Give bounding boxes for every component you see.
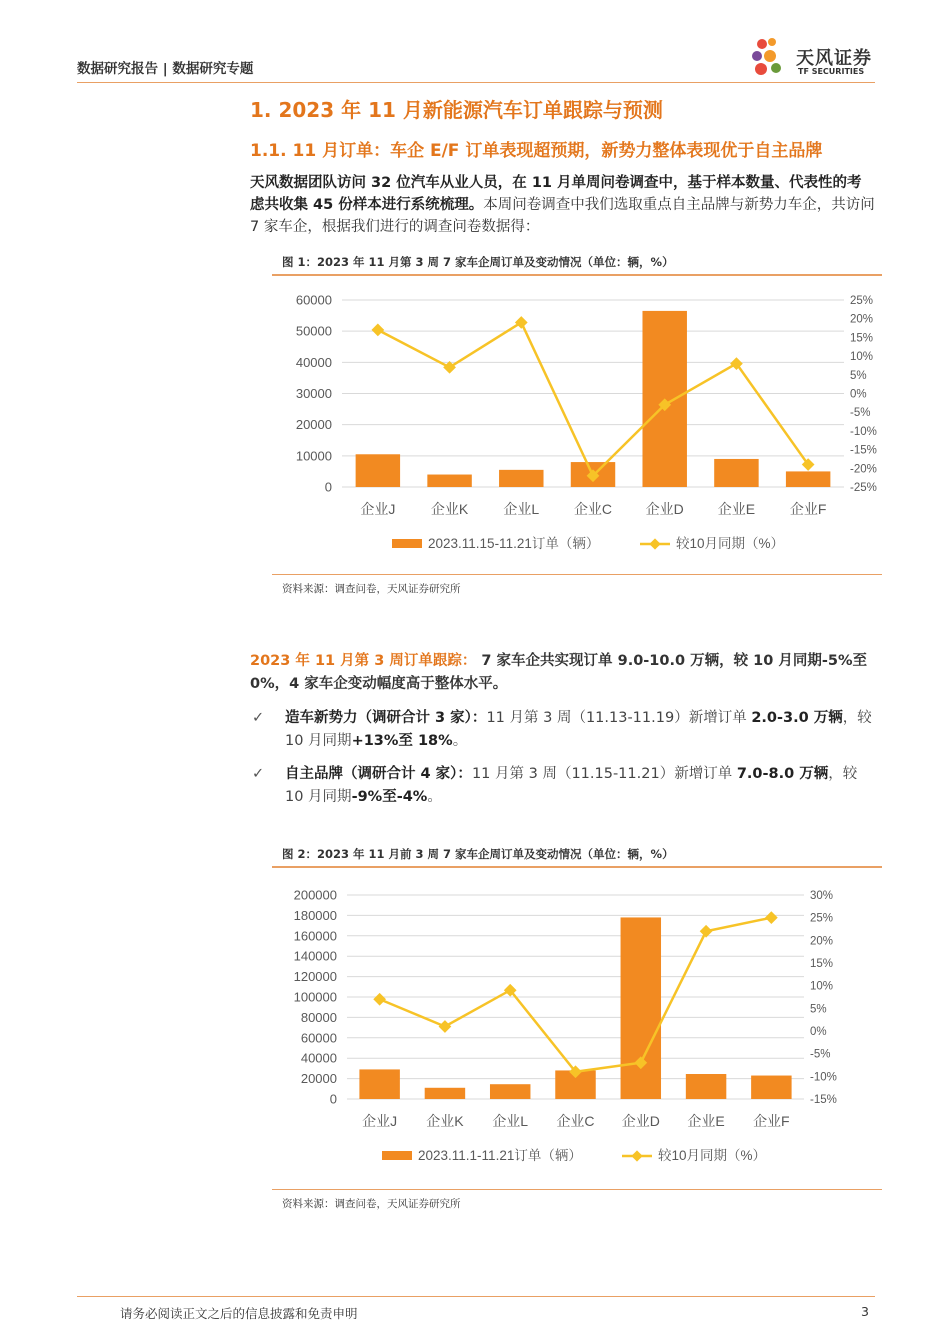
left-axis-tick-label: 0 [324,479,332,495]
bullet-text: 11 月第 3 周（11.15-11.21）新增订单 [471,766,737,782]
right-axis-tick-label: 20% [850,313,874,326]
right-axis-tick-label: -10% [810,1071,837,1084]
left-axis-tick-label: 30000 [295,386,332,401]
bullet-label: 自主品牌（调研合计 4 家）： [285,766,472,782]
yoy-point [765,911,778,924]
right-axis-tick-label: -10% [850,425,877,438]
bullet-label: 造车新势力（调研合计 3 家）： [285,710,487,726]
bar [499,470,543,487]
figure1-top-rule [272,274,882,276]
footer-disclaimer: 请务必阅读正文之后的信息披露和免责申明 [120,1306,358,1321]
intro-rest: 本周问卷调查中我们选取重点自主品牌与新势力车企，共访问 7 家车企，根据我们进行的调查问卷数据得： [250,197,875,235]
bullet-change: +13%至 18% [351,733,453,749]
subsection-heading: 1.1. 11 月订单：车企 E/F 订单表现超预期，新势力整体表现优于自主品牌 [250,141,823,161]
bullet-text: ，较 10 月同期 [285,766,858,805]
summary-text: 7 家车企共实现订单 9.0-10.0 万辆，较 10 月同期-5%至 0%，4 家车企变动幅度高于整体水平。 [250,653,868,692]
right-axis-tick-label: 5% [810,1003,827,1016]
left-axis-tick-label: 180000 [293,907,337,923]
left-axis-tick-label: 160000 [293,928,337,944]
figure1-bottom-rule [272,574,882,575]
bullet-change: -9%至-4% [351,789,428,805]
left-axis-tick-label: 40000 [295,354,332,370]
right-axis-tick-label: -25% [850,482,877,494]
bullet-text: 11 月第 3 周（11.13-11.19）新增订单 [486,710,752,726]
left-axis-tick-label: 80000 [300,1009,337,1025]
left-axis-tick-label: 140000 [293,948,337,964]
right-axis-tick-label: 10% [810,980,834,993]
logo-text-cn: 天风证券 [796,48,872,69]
section-heading: 1. 2023 年 11 月新能源汽车订单跟踪与预测 [250,98,663,122]
right-axis-tick-label: 5% [850,369,867,382]
bar [425,1088,465,1099]
left-axis-tick-label: 20000 [295,417,332,433]
right-axis-tick-label: 15% [810,958,834,970]
right-axis-tick-label: 25% [850,295,874,307]
yoy-point [371,324,384,337]
category-label: 企业F [789,501,827,517]
right-axis-tick-label: 15% [850,332,874,345]
intro-paragraph [250,172,875,238]
legend-line-marker [649,538,660,549]
bullet-text: ，较 10 月同期 [285,710,872,749]
bullet-text: 。 [452,733,468,749]
bullet-new-forces [252,707,877,753]
figure2-title: 图 2：2023 年 11 月前 3 周 7 家车企周订单及变动情况（单位：辆，%） [282,847,674,861]
figure2-top-rule [272,866,882,868]
report-header-category: 数据研究报告 | 数据研究专题 [77,61,254,77]
bar [356,454,400,487]
legend-line-marker [631,1150,642,1161]
right-axis-tick-label: 0% [810,1026,827,1038]
bar [490,1084,530,1099]
right-axis-tick-label: -15% [810,1094,837,1106]
legend-bar-label: 2023.11.1-11.21订单（辆） [418,1148,582,1163]
logo-petal [764,50,776,62]
bullet-text: 。 [427,789,442,805]
page-number: 3 [861,1304,869,1319]
left-axis-tick-label: 200000 [293,887,337,903]
bar [686,1074,726,1099]
bar [786,471,830,487]
header-divider [77,82,875,83]
legend-line-label: 较10月同期（%） [676,536,785,551]
yoy-point [515,316,528,329]
legend-line-label: 较10月同期（%） [658,1148,767,1163]
right-axis-tick-label: 30% [810,890,834,902]
figure1-chart [272,280,882,570]
category-label: 企业K [426,1113,464,1129]
category-label: 企业K [430,501,469,517]
summary-label: 2023 年 11 月第 3 周订单跟踪： [250,653,477,669]
logo-petal [752,51,762,61]
category-label: 企业E [687,1113,725,1129]
left-axis-tick-label: 60000 [295,292,332,308]
right-axis-tick-label: -5% [810,1048,831,1061]
left-axis-tick-label: 0 [329,1091,337,1107]
bar [427,475,471,487]
category-label: 企业J [362,1113,398,1129]
bullet-value: 7.0-8.0 万辆 [736,766,829,782]
left-axis-tick-label: 50000 [295,323,332,339]
logo-petal [757,39,767,49]
bar [714,459,758,487]
bar [751,1076,791,1099]
logo-petal [768,38,776,46]
bullet-value: 2.0-3.0 万辆 [751,710,843,726]
footer-divider [77,1296,875,1297]
category-label: 企业L [492,1113,529,1129]
yoy-line [378,322,808,475]
category-label: 企业D [621,1113,660,1129]
bar [359,1069,399,1099]
left-axis-tick-label: 100000 [293,989,337,1005]
logo-text-en: TF SECURITIES [798,67,865,76]
right-axis-tick-label: -5% [850,407,871,420]
left-axis-tick-label: 40000 [300,1050,337,1066]
check-icon: ✓ [252,766,265,782]
right-axis-tick-label: -15% [850,444,877,457]
logo-petal [755,63,767,75]
bullet-domestic-brands [252,763,877,809]
legend-bar-label: 2023.11.15-11.21订单（辆） [428,536,600,551]
check-icon: ✓ [252,710,265,726]
category-label: 企业J [360,501,396,517]
order-summary [250,650,878,696]
right-axis-tick-label: 0% [850,388,867,401]
left-axis-tick-label: 10000 [295,448,332,464]
yoy-point [443,361,456,374]
right-axis-tick-label: 10% [850,351,874,364]
yoy-line [380,918,772,1072]
logo-petal [771,63,781,73]
yoy-point [373,993,386,1006]
category-label: 企业D [645,501,684,517]
figure2-chart [272,872,882,1184]
legend-bar-swatch [392,539,422,548]
category-label: 企业L [503,501,540,517]
figure1-title: 图 1：2023 年 11 月第 3 周 7 家车企周订单及变动情况（单位：辆，%） [282,255,674,269]
left-axis-tick-label: 60000 [300,1030,337,1046]
legend-bar-swatch [382,1151,412,1160]
intro-bold: 天风数据团队访问 32 位汽车从业人员，在 11 月单周问卷调查中，基于样本数量、代表性的考虑共收集 45 份样本进行系统梳理。 [250,175,862,213]
right-axis-tick-label: 25% [810,912,834,925]
bar [621,917,661,1099]
left-axis-tick-label: 120000 [293,969,337,985]
figure2-bottom-rule [272,1189,882,1190]
category-label: 企业C [573,501,613,517]
category-label: 企业F [753,1113,790,1129]
left-axis-tick-label: 20000 [300,1071,337,1087]
category-label: 企业E [717,501,756,517]
figure1-source: 资料来源：调查问卷，天风证券研究所 [282,583,461,595]
category-label: 企业C [556,1113,595,1129]
right-axis-tick-label: 20% [810,935,834,948]
yoy-point [439,1020,452,1033]
right-axis-tick-label: -20% [850,463,877,476]
figure2-source: 资料来源：调查问卷，天风证券研究所 [282,1198,461,1210]
